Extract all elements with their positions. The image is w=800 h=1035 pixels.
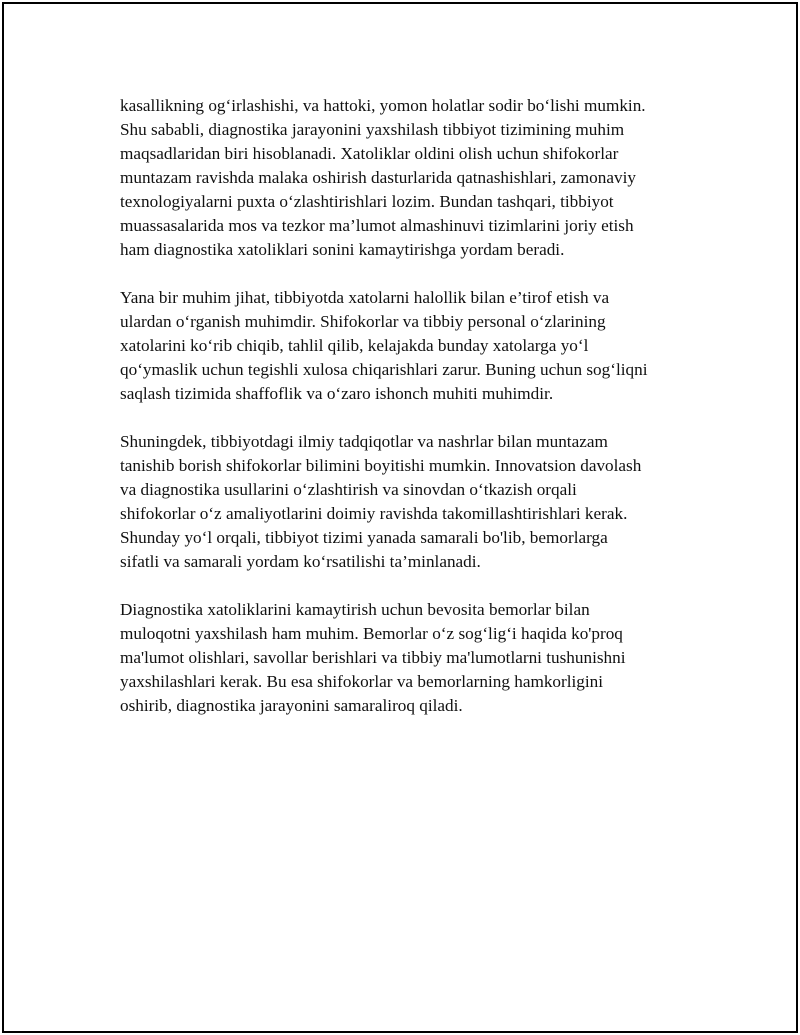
paragraph-line: texnologiyalarni puxta o‘zlashtirishlari lozim. Bundan tashqari, tibbiyot [120,192,614,211]
paragraph-line: Shunday yo‘l orqali, tibbiyot tizimi yanada samarali bo'lib, bemorlarga [120,528,608,547]
paragraph-line: oshirib, diagnostika jarayonini samaraliroq qiladi. [120,696,463,715]
document-page [2,2,798,1033]
paragraph-line: muntazam ravishda malaka oshirish dasturlarida qatnashishlari, zamonaviy [120,168,636,187]
paragraph-4 [120,598,700,718]
paragraph-line: shifokorlar o‘z amaliyotlarini doimiy ravishda takomillashtirishlari kerak. [120,504,628,523]
paragraph-2 [120,286,700,406]
paragraph-line: qo‘ymaslik uchun tegishli xulosa chiqarishlari zarur. Buning uchun sog‘liqni [120,360,648,379]
paragraph-line: ham diagnostika xatoliklari sonini kamaytirishga yordam beradi. [120,240,565,259]
paragraph-3 [120,430,700,574]
paragraph-line: ma'lumot olishlari, savollar berishlari va tibbiy ma'lumotlarni tushunishni [120,648,626,667]
paragraph-line: saqlash tizimida shaffoflik va o‘zaro ishonch muhiti muhimdir. [120,384,554,403]
paragraph-line: Diagnostika xatoliklarini kamaytirish uchun bevosita bemorlar bilan [120,600,590,619]
paragraph-line: yaxshilashlari kerak. Bu esa shifokorlar va bemorlarning hamkorligini [120,672,604,691]
paragraph-line: sifatli va samarali yordam ko‘rsatilishi ta’minlanadi. [120,552,481,571]
paragraph-line: va diagnostika usullarini o‘zlashtirish va sinovdan o‘tkazish orqali [120,480,577,499]
paragraph-line: Yana bir muhim jihat, tibbiyotda xatolarni halollik bilan e’tirof etish va [120,288,610,307]
paragraph-1 [120,94,700,262]
paragraph-line: xatolarini ko‘rib chiqib, tahlil qilib, kelajakda bunday xatolarga yo‘l [120,336,589,355]
paragraph-line: muassasalarida mos va tezkor ma’lumot almashinuvi tizimlarini joriy etish [120,216,634,235]
paragraph-line: Shu sababli, diagnostika jarayonini yaxshilash tibbiyot tizimining muhim [120,120,625,139]
paragraph-line: muloqotni yaxshilash ham muhim. Bemorlar o‘z sog‘lig‘i haqida ko'proq [120,624,623,643]
document-body [120,94,700,742]
paragraph-line: kasallikning og‘irlashishi, va hattoki, yomon holatlar sodir bo‘lishi mumkin. [120,96,646,115]
paragraph-line: Shuningdek, tibbiyotdagi ilmiy tadqiqotlar va nashrlar bilan muntazam [120,432,608,451]
paragraph-line: ulardan o‘rganish muhimdir. Shifokorlar va tibbiy personal o‘zlarining [120,312,606,331]
paragraph-line: tanishib borish shifokorlar bilimini boyitishi mumkin. Innovatsion davolash [120,456,642,475]
paragraph-line: maqsadlaridan biri hisoblanadi. Xatoliklar oldini olish uchun shifokorlar [120,144,619,163]
